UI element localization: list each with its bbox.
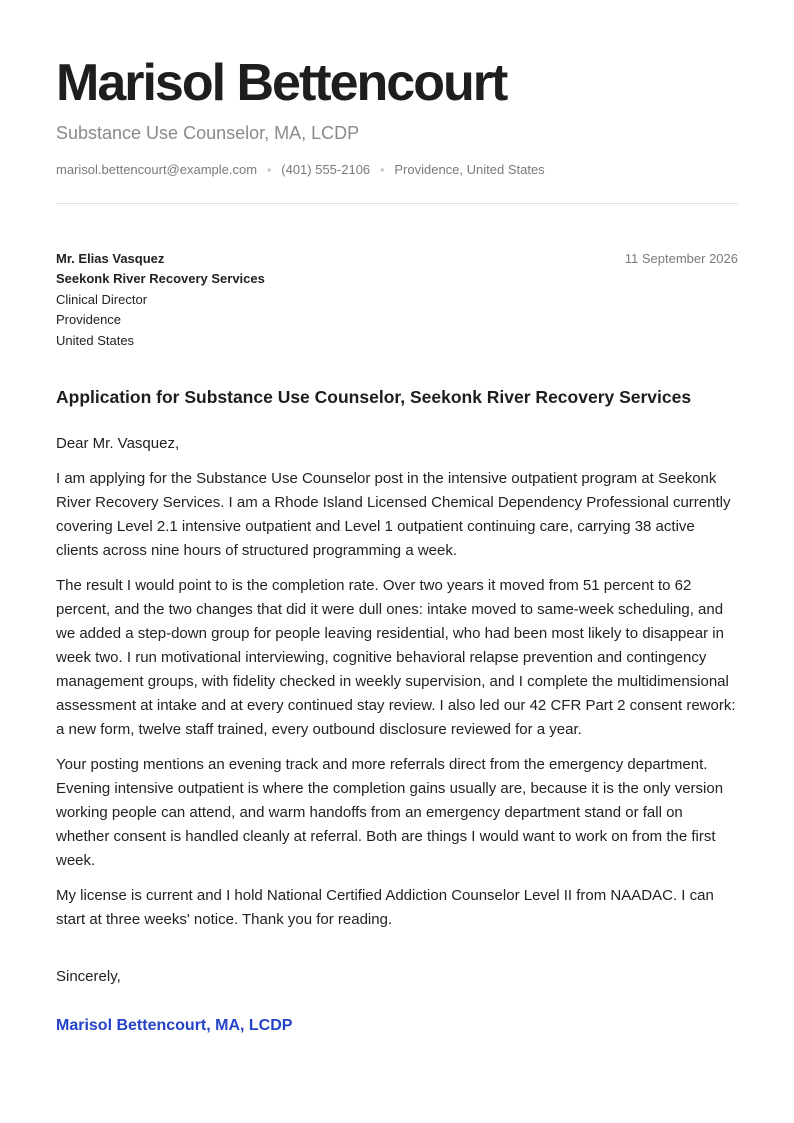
applicant-name: Marisol Bettencourt — [56, 54, 507, 112]
contact-separator: • — [380, 163, 385, 177]
letter-meta — [56, 249, 738, 351]
body-paragraph: My license is current and I hold National Certified Addiction Counselor Level II from NAADAC. I can start at three weeks' notice. Thank you for reading. — [56, 887, 714, 929]
recipient-city: Providence — [56, 312, 122, 328]
contact-separator: • — [267, 163, 272, 177]
recipient-name: Mr. Elias Vasquez — [56, 251, 165, 266]
salutation: Dear Mr. Vasquez, — [56, 435, 180, 453]
signature: Marisol Bettencourt, MA, LCDP — [56, 1017, 293, 1035]
closing: Sincerely, — [56, 968, 121, 986]
recipient-country: United States — [56, 332, 135, 348]
recipient-title: Clinical Director — [56, 291, 148, 307]
letter-subject: Application for Substance Use Counselor, Seekonk River Recovery Services — [56, 387, 692, 408]
recipient-block — [56, 249, 265, 351]
body-paragraph: I am applying for the Substance Use Counselor post in the intensive outpatient program at Seekonk River Recovery Services. I am a Rhode Island Licensed Chemical Dependency Professional currently covering Level 2.1 intensive outpatient and Level 1 outpatient continuing care, carrying 38 active clients across nine hours of structured programming a week. — [56, 470, 731, 560]
body-paragraph: The result I would point to is the completion rate. Over two years it moved from 51 percent to 62 percent, and the two changes that did it were dull ones: intake moved to same-week scheduling, and we added a step-down group for people leaving residential, who had been most likely to disappear in week two. I run motivational interviewing, cognitive behavioral relapse prevention and contingency management groups, with fidelity checked in weekly supervision, and I complete the multidimensional assessment at intake and at every continued stay review. I also led our 42 CFR Part 2 consent rework: a new form, twelve staff trained, every outbound disclosure reviewed for a year. — [56, 577, 736, 739]
letter-header — [56, 0, 738, 204]
recipient-organization: Seekonk River Recovery Services — [56, 271, 265, 287]
letter-date: 11 September 2026 — [624, 251, 738, 266]
contact-email[interactable]: marisol.bettencourt@example.com — [56, 162, 258, 177]
body-paragraph: Your posting mentions an evening track and more referrals direct from the emergency department. Evening intensive outpatient is where the completion gains usually are, because it is the only version working people can attend, and warm handoffs from an emergency department stand or fall on whether consent is handled cleanly at referral. Both are things I would want to work on from the first week. — [56, 756, 724, 870]
applicant-headline: Substance Use Counselor, MA, LCDP — [56, 123, 360, 143]
letter-body — [56, 467, 738, 932]
contact-location: Providence, United States — [394, 162, 545, 177]
contact-phone[interactable]: (401) 555-2106 — [281, 162, 371, 177]
contact-line — [56, 161, 738, 179]
header-divider — [56, 203, 738, 204]
